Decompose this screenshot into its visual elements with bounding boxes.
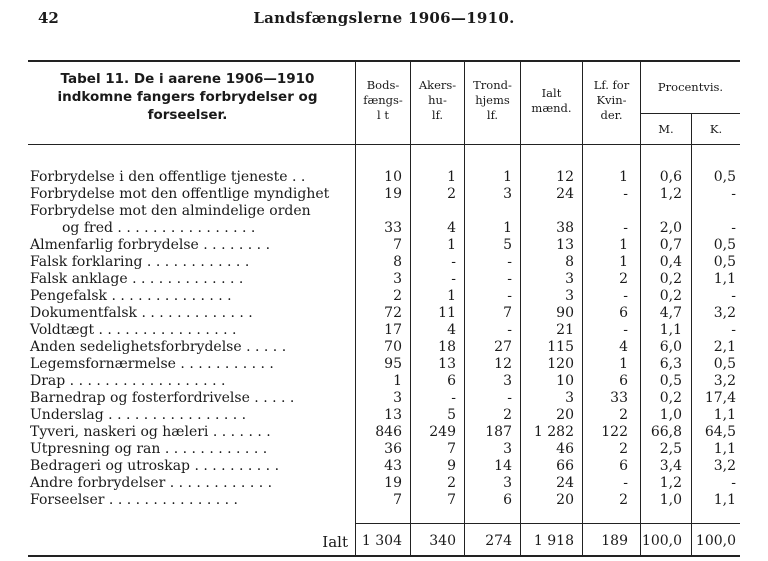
row-label: Falsk anklage . . . . . . . . . . . . . [30, 271, 244, 287]
cell-ialt: 66 [556, 458, 574, 474]
cell-m: 0,2 [659, 390, 682, 406]
cell-trond: 6 [503, 492, 512, 508]
cell-akers: 1 [447, 237, 456, 253]
cell-lf: 4 [619, 339, 628, 355]
cell-bods: 8 [393, 254, 402, 270]
cell-ialt: 12 [556, 169, 574, 185]
cell-bods: 13 [384, 407, 402, 423]
cell-trond: - [507, 271, 512, 287]
row-label: Legemsfornærmelse . . . . . . . . . . . [30, 356, 274, 372]
cell-akers: 7 [447, 441, 456, 457]
col-header-m: M. [658, 122, 674, 136]
total-cell-k: 100,0 [695, 533, 736, 549]
cell-lf: 6 [619, 305, 628, 321]
cell-m: 0,6 [659, 169, 682, 185]
cell-k: 2,1 [713, 339, 736, 355]
cell-m: 1,2 [659, 186, 682, 202]
table-row [0, 221, 768, 236]
cell-trond: 3 [503, 475, 512, 491]
cell-akers: 2 [447, 475, 456, 491]
table-row [0, 476, 768, 491]
col-header-akers: Akers- hu- lf. [418, 78, 457, 122]
cell-akers: 13 [438, 356, 456, 372]
row-label: Falsk forklaring . . . . . . . . . . . . [30, 254, 250, 270]
cell-trond: 187 [485, 424, 512, 440]
cell-bods: 43 [384, 458, 402, 474]
row-label: Tyveri, naskeri og hæleri . . . . . . . [30, 424, 271, 440]
cell-trond: 27 [494, 339, 512, 355]
cell-akers: 249 [429, 424, 456, 440]
cell-akers: 11 [438, 305, 456, 321]
cell-akers: 1 [447, 169, 456, 185]
cell-k: - [731, 288, 736, 304]
cell-bods: 33 [384, 220, 402, 236]
cell-ialt: 1 282 [533, 424, 574, 440]
cell-m: 6,0 [659, 339, 682, 355]
row-label: Underslag . . . . . . . . . . . . . . . . [30, 407, 247, 423]
table-row [0, 289, 768, 304]
cell-ialt: 24 [556, 475, 574, 491]
cell-akers: 5 [447, 407, 456, 423]
table-row [0, 408, 768, 423]
cell-akers: 9 [447, 458, 456, 474]
cell-lf: 33 [610, 390, 628, 406]
row-label: Drap . . . . . . . . . . . . . . . . . . [30, 373, 226, 389]
table-top-rule [28, 60, 740, 62]
cell-ialt: 3 [565, 271, 574, 287]
cell-ialt: 38 [556, 220, 574, 236]
cell-bods: 7 [393, 492, 402, 508]
table-row [0, 442, 768, 457]
cell-trond: - [507, 254, 512, 270]
cell-lf: 1 [619, 237, 628, 253]
cell-trond: 14 [494, 458, 512, 474]
cell-lf: - [623, 475, 628, 491]
table-row [0, 170, 768, 185]
procent-rule [640, 113, 740, 114]
cell-bods: 7 [393, 237, 402, 253]
cell-ialt: 21 [556, 322, 574, 338]
table-row [0, 340, 768, 355]
row-label: Pengefalsk . . . . . . . . . . . . . . [30, 288, 232, 304]
cell-akers: 1 [447, 288, 456, 304]
cell-k: 3,2 [713, 373, 736, 389]
cell-trond: 12 [494, 356, 512, 372]
col-header-lf: Lf. for Kvin- der. [593, 78, 630, 122]
total-cell-bods: 1 304 [361, 533, 402, 549]
table-row [0, 493, 768, 508]
cell-ialt: 8 [565, 254, 574, 270]
cell-bods: 72 [384, 305, 402, 321]
cell-ialt: 120 [547, 356, 574, 372]
table-row [0, 374, 768, 389]
row-label: Forbrydelse mot den offentlige myndighet [30, 186, 330, 202]
table-row [0, 323, 768, 338]
table-row [0, 238, 768, 253]
cell-lf: 2 [619, 407, 628, 423]
cell-lf: - [623, 220, 628, 236]
table-row [0, 306, 768, 321]
table-row [0, 255, 768, 270]
cell-k: 3,2 [713, 458, 736, 474]
cell-m: 6,3 [659, 356, 682, 372]
cell-k: - [731, 220, 736, 236]
cell-m: 1,0 [659, 407, 682, 423]
cell-akers: 7 [447, 492, 456, 508]
cell-bods: 19 [384, 475, 402, 491]
cell-lf: - [623, 322, 628, 338]
cell-ialt: 115 [547, 339, 574, 355]
cell-bods: 10 [384, 169, 402, 185]
cell-m: 2,5 [659, 441, 682, 457]
cell-lf: 1 [619, 169, 628, 185]
cell-ialt: 20 [556, 492, 574, 508]
table-row [0, 204, 768, 219]
row-label: Forbrydelse mot den almindelige orden [30, 203, 311, 219]
cell-m: 0,4 [659, 254, 682, 270]
total-cell-m: 100,0 [641, 533, 682, 549]
table-row [0, 425, 768, 440]
table-bottom-rule [28, 555, 740, 557]
cell-ialt: 24 [556, 186, 574, 202]
cell-k: 0,5 [713, 237, 736, 253]
table-row [0, 459, 768, 474]
cell-k: 0,5 [713, 356, 736, 372]
cell-akers: - [451, 254, 456, 270]
cell-lf: 1 [619, 254, 628, 270]
cell-m: 2,0 [659, 220, 682, 236]
cell-trond: 1 [503, 169, 512, 185]
cell-bods: 19 [384, 186, 402, 202]
cell-k: 1,1 [713, 271, 736, 287]
cell-bods: 70 [384, 339, 402, 355]
cell-k: - [731, 322, 736, 338]
total-cell-lf: 189 [601, 533, 628, 549]
header-bottom-rule [28, 144, 740, 145]
total-cell-ialt: 1 918 [533, 533, 574, 549]
cell-trond: - [507, 288, 512, 304]
cell-k: 1,1 [713, 441, 736, 457]
cell-m: 1,2 [659, 475, 682, 491]
cell-akers: - [451, 271, 456, 287]
cell-trond: 1 [503, 220, 512, 236]
cell-bods: 846 [375, 424, 402, 440]
cell-m: 0,7 [659, 237, 682, 253]
cell-bods: 36 [384, 441, 402, 457]
cell-akers: 4 [447, 322, 456, 338]
cell-trond: 3 [503, 373, 512, 389]
table-row [0, 391, 768, 406]
row-label: Forseelser . . . . . . . . . . . . . . . [30, 492, 238, 508]
col-header-ialt: Ialt mænd. [531, 86, 572, 115]
cell-akers: - [451, 390, 456, 406]
total-label: Ialt [322, 533, 348, 551]
cell-lf: - [623, 186, 628, 202]
cell-lf: 2 [619, 492, 628, 508]
cell-lf: 122 [601, 424, 628, 440]
cell-k: 64,5 [704, 424, 736, 440]
cell-m: 0,5 [659, 373, 682, 389]
cell-bods: 1 [393, 373, 402, 389]
cell-ialt: 13 [556, 237, 574, 253]
cell-trond: 2 [503, 407, 512, 423]
col-header-procent: Procentvis. [657, 80, 724, 94]
cell-ialt: 46 [556, 441, 574, 457]
cell-trond: 5 [503, 237, 512, 253]
col-header-bods: Bods- fængs- l t [363, 78, 403, 122]
page-number: 42 [38, 9, 59, 27]
cell-bods: 3 [393, 390, 402, 406]
cell-ialt: 10 [556, 373, 574, 389]
row-label: Bedrageri og utroskap . . . . . . . . . . [30, 458, 280, 474]
row-label: Dokumentfalsk . . . . . . . . . . . . . [30, 305, 253, 321]
cell-ialt: 3 [565, 390, 574, 406]
cell-bods: 17 [384, 322, 402, 338]
cell-lf: 2 [619, 271, 628, 287]
cell-m: 0,2 [659, 288, 682, 304]
table-title: Tabel 11. De i aarene 1906—1910 indkomne fangers forbrydelser og forseelser. [57, 71, 318, 123]
row-label: Anden sedelighetsforbrydelse . . . . . [30, 339, 287, 355]
cell-bods: 95 [384, 356, 402, 372]
cell-trond: 3 [503, 441, 512, 457]
cell-k: - [731, 186, 736, 202]
total-top-rule [355, 523, 740, 524]
cell-m: 3,4 [659, 458, 682, 474]
cell-trond: 3 [503, 186, 512, 202]
cell-lf: 1 [619, 356, 628, 372]
row-label: Barnedrap og fosterfordrivelse . . . . . [30, 390, 295, 406]
table-row [0, 187, 768, 202]
cell-lf: 6 [619, 373, 628, 389]
cell-akers: 6 [447, 373, 456, 389]
row-label: Voldtægt . . . . . . . . . . . . . . . . [30, 322, 237, 338]
cell-m: 1,0 [659, 492, 682, 508]
cell-m: 66,8 [650, 424, 682, 440]
cell-m: 1,1 [659, 322, 682, 338]
cell-ialt: 3 [565, 288, 574, 304]
row-label: Andre forbrydelser . . . . . . . . . . . . [30, 475, 273, 491]
cell-trond: - [507, 322, 512, 338]
total-cell-trond: 274 [485, 533, 512, 549]
cell-lf: 2 [619, 441, 628, 457]
row-label: Almenfarlig forbrydelse . . . . . . . . [30, 237, 271, 253]
cell-trond: - [507, 390, 512, 406]
cell-akers: 18 [438, 339, 456, 355]
cell-m: 4,7 [659, 305, 682, 321]
col-header-trond: Trond- hjems lf. [473, 78, 512, 122]
cell-trond: 7 [503, 305, 512, 321]
total-cell-akers: 340 [429, 533, 456, 549]
cell-k: 17,4 [704, 390, 736, 406]
table-row [0, 357, 768, 372]
table-row [0, 272, 768, 287]
running-head: Landsfængslerne 1906—1910. [253, 9, 515, 27]
cell-bods: 2 [393, 288, 402, 304]
cell-lf: - [623, 288, 628, 304]
cell-k: - [731, 475, 736, 491]
cell-k: 0,5 [713, 254, 736, 270]
cell-akers: 4 [447, 220, 456, 236]
cell-k: 1,1 [713, 492, 736, 508]
row-label: og fred . . . . . . . . . . . . . . . . [62, 220, 256, 236]
cell-lf: 6 [619, 458, 628, 474]
cell-k: 1,1 [713, 407, 736, 423]
cell-m: 0,2 [659, 271, 682, 287]
row-label: Forbrydelse i den offentlige tjeneste . . [30, 169, 306, 185]
cell-akers: 2 [447, 186, 456, 202]
cell-k: 0,5 [713, 169, 736, 185]
cell-ialt: 90 [556, 305, 574, 321]
row-label: Utpresning og ran . . . . . . . . . . . . [30, 441, 268, 457]
cell-k: 3,2 [713, 305, 736, 321]
cell-ialt: 20 [556, 407, 574, 423]
col-header-k: K. [709, 122, 723, 136]
cell-bods: 3 [393, 271, 402, 287]
